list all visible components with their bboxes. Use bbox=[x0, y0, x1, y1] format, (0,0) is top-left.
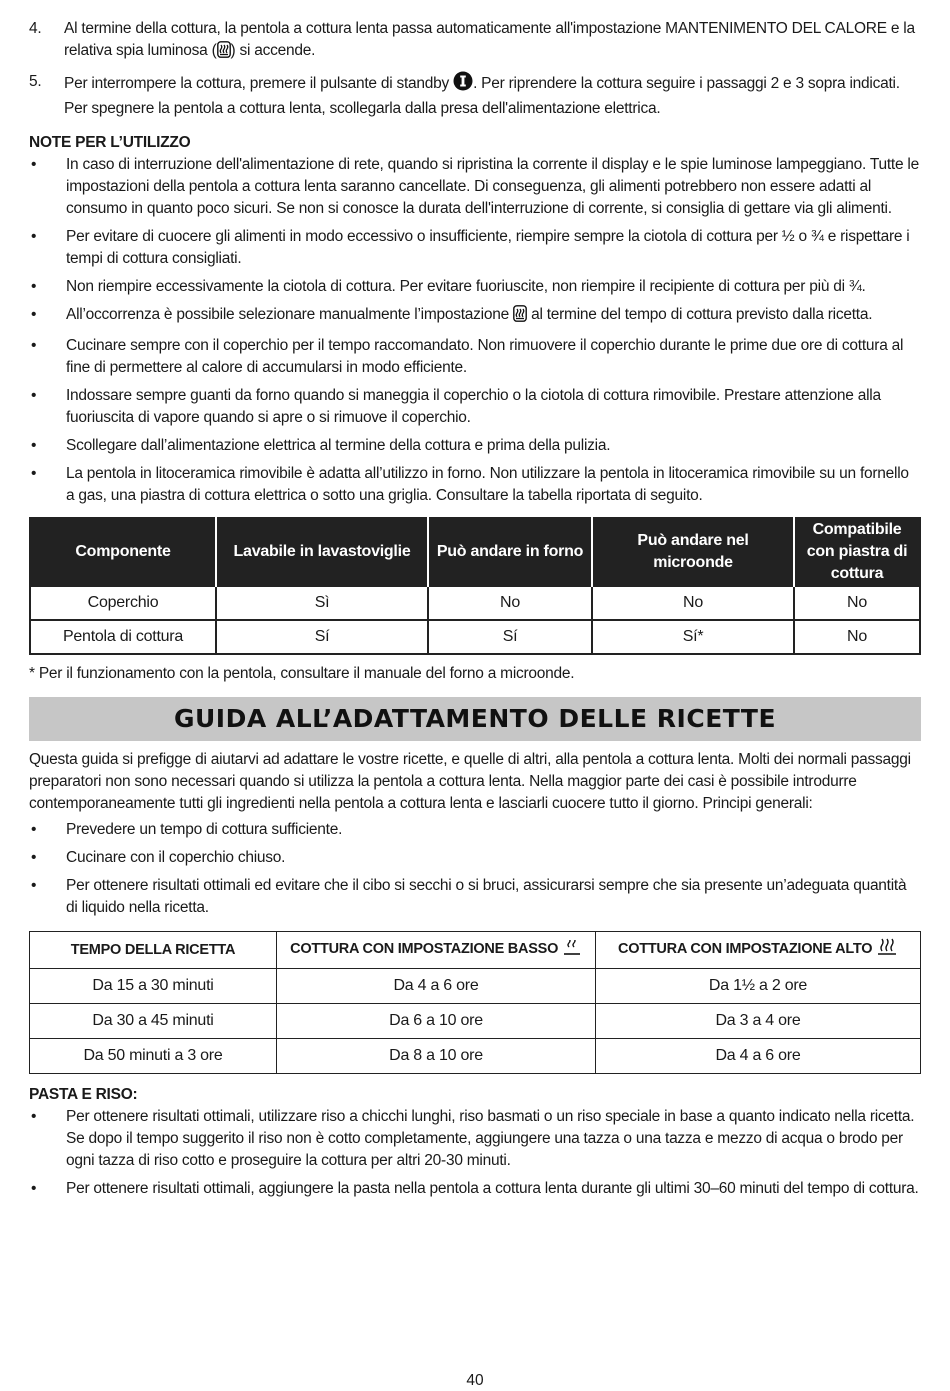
list-item bbox=[29, 435, 921, 457]
bullet: • bbox=[31, 1180, 37, 1197]
column-header-label: COTTURA CON IMPOSTAZIONE ALTO bbox=[617, 940, 873, 957]
table-cell: Sì bbox=[216, 586, 428, 620]
table-cell: Sí* bbox=[592, 620, 794, 654]
cooking-time-table bbox=[29, 931, 921, 1074]
table-header-row bbox=[30, 518, 920, 586]
bullet: • bbox=[31, 849, 37, 866]
manual-page bbox=[29, 18, 921, 1206]
list-item-text: Per evitare di cuocere gli alimenti in modo eccessivo o insufficiente, riempire sempre la ciotola di cottura per ½ o ¾ e rispettare i tempi di cottura consigliati. bbox=[66, 228, 910, 267]
step-number: 5. bbox=[29, 73, 42, 90]
table-cell: Da 3 a 4 ore bbox=[596, 1004, 921, 1039]
step-text-part: . Per riprendere la cottura seguire i passaggi 2 e 3 sopra indicati. Per spegnere la pentola a cottura lenta, scollegarla dalla presa dell'alimentazione elettrica. bbox=[64, 75, 900, 117]
list-item bbox=[29, 847, 921, 869]
list-item-text: La pentola in litoceramica rimovibile è adatta all’utilizzo in forno. Non utilizzare la pentola in litoceramica rimovibile su un fornello a gas, una piastra di cottura elettrica o sotto una griglia. Consultare la tabella riportata di seguito. bbox=[66, 465, 909, 504]
list-item bbox=[29, 385, 921, 429]
list-item-text bbox=[66, 304, 921, 329]
table-cell: Sí bbox=[428, 620, 592, 654]
table-row bbox=[30, 969, 921, 1004]
high-heat-icon bbox=[876, 938, 898, 963]
step-text bbox=[64, 71, 921, 120]
list-item-text: Per ottenere risultati ottimali, aggiungere la pasta nella pentola a cottura lenta durante gli ultimi 30–60 minuti del tempo di cottura. bbox=[66, 1180, 919, 1197]
table-cell: Pentola di cottura bbox=[30, 620, 216, 654]
bullet: • bbox=[31, 821, 37, 838]
list-item bbox=[29, 304, 921, 329]
table-row bbox=[30, 1039, 921, 1074]
step-text-part: Al termine della cottura, la pentola a cottura lenta passa automaticamente all'impostazione MANTENIMENTO DEL CALORE e la relativa spia luminosa ( bbox=[64, 20, 915, 59]
column-header: Compatibile con piastra di cottura bbox=[794, 518, 920, 586]
table-cell: Sí bbox=[216, 620, 428, 654]
column-header-label: TEMPO DELLA RICETTA bbox=[70, 942, 236, 958]
table-cell: Da 6 a 10 ore bbox=[277, 1004, 596, 1039]
table-cell: Da 4 a 6 ore bbox=[596, 1039, 921, 1074]
table-row bbox=[30, 586, 920, 620]
table-cell: No bbox=[794, 620, 920, 654]
section-title-banner: GUIDA ALL’ADATTAMENTO DELLE RICETTE bbox=[29, 697, 921, 741]
list-item bbox=[29, 463, 921, 507]
column-header-label: COTTURA CON IMPOSTAZIONE BASSO bbox=[290, 940, 559, 957]
step-text-part: Per interrompere la cottura, premere il pulsante di standby bbox=[64, 75, 454, 92]
column-header bbox=[30, 932, 277, 969]
column-header: Può andare in forno bbox=[428, 518, 592, 586]
list-item-text: Per ottenere risultati ottimali ed evitare che il cibo si secchi o si bruci, assicurarsi sempre che sia presente un’adeguata quantità di liquido nella ricetta. bbox=[66, 877, 907, 916]
column-header: Può andare nel microonde bbox=[592, 518, 794, 586]
table-cell: Da 30 a 45 minuti bbox=[30, 1004, 277, 1039]
column-header bbox=[277, 932, 596, 969]
list-item bbox=[29, 154, 921, 220]
list-item-text: Indossare sempre guanti da forno quando si maneggia il coperchio o la ciotola di cottura rimovibile. Prestare attenzione alla fuoriuscita di vapore quando si apre o si rimuove il coperchio. bbox=[66, 387, 881, 426]
list-item-text: Cucinare sempre con il coperchio per il tempo raccomandato. Non rimuovere il coperchio durante le prime due ore di cottura al fine di permettere al calore di accumularsi in modo efficiente. bbox=[66, 337, 904, 376]
step-number: 4. bbox=[29, 20, 42, 37]
table-cell: Da 4 a 6 ore bbox=[277, 969, 596, 1004]
list-item-text: Prevedere un tempo di cottura sufficiente. bbox=[66, 821, 343, 838]
table-row bbox=[30, 620, 920, 654]
bullet: • bbox=[31, 337, 37, 354]
bullet: • bbox=[31, 465, 37, 482]
list-item-text-part: al termine del tempo di cottura previsto dalla ricetta. bbox=[527, 306, 873, 323]
page-number: 40 bbox=[466, 1372, 484, 1389]
list-item bbox=[29, 819, 921, 841]
list-item-text: Cucinare con il coperchio chiuso. bbox=[66, 849, 286, 866]
list-item bbox=[29, 875, 921, 919]
bullet: • bbox=[31, 387, 37, 404]
list-item-text: Scollegare dall’alimentazione elettrica al termine della cottura e prima della pulizia. bbox=[66, 437, 611, 454]
list-item bbox=[29, 276, 921, 298]
table-cell: Da 50 minuti a 3 ore bbox=[30, 1039, 277, 1074]
step-item bbox=[29, 71, 921, 120]
bullet: • bbox=[31, 278, 37, 295]
keep-warm-icon bbox=[513, 305, 527, 329]
bullet: • bbox=[31, 306, 37, 323]
bullet: • bbox=[31, 228, 37, 245]
table-row bbox=[30, 1004, 921, 1039]
list-item-text: In caso di interruzione dell'alimentazione di rete, quando si ripristina la corrente il display e le spie luminose lampeggiano. Tutte le impostazioni della pentola a cottura lenta saranno cancellate. Di conseguenza, gli alimenti potrebbero non essere adatti al consumo in quanto poco sicuri. Se non si conosce la durata dell'interruzione di corrente, si consiglia di gettare via gli alimenti. bbox=[66, 156, 919, 217]
list-item bbox=[29, 335, 921, 379]
table-header-row bbox=[30, 932, 921, 969]
list-item bbox=[29, 1178, 921, 1200]
table-cell: Da 15 a 30 minuti bbox=[30, 969, 277, 1004]
standby-icon bbox=[453, 71, 473, 98]
step-text bbox=[64, 18, 921, 65]
keep-warm-icon bbox=[217, 41, 231, 65]
pasta-heading: PASTA E RISO: bbox=[29, 1086, 138, 1103]
step-item bbox=[29, 18, 921, 65]
bullet: • bbox=[31, 437, 37, 454]
table-cell: No bbox=[592, 586, 794, 620]
list-item bbox=[29, 1106, 921, 1172]
column-header: Lavabile in lavastoviglie bbox=[216, 518, 428, 586]
table-cell: Da 1½ a 2 ore bbox=[596, 969, 921, 1004]
list-item-text: Per ottenere risultati ottimali, utilizzare riso a chicchi lunghi, riso basmati o un riso speciale in base a quanto indicato nella ricetta. Se dopo il tempo suggerito il riso non è cotto completamente, aggiungere una tazza o una tazza e mezzo di acqua o brodo per ogni tazza di riso cotto e proseguire la cottura per altri 20-30 minuti. bbox=[66, 1108, 915, 1169]
table-cell: Da 8 a 10 ore bbox=[277, 1039, 596, 1074]
compatibility-table bbox=[29, 517, 921, 655]
low-heat-icon bbox=[562, 940, 582, 963]
notes-heading: NOTE PER L’UTILIZZO bbox=[29, 134, 191, 151]
bullet: • bbox=[31, 1108, 37, 1125]
bullet: • bbox=[31, 156, 37, 173]
table-cell: No bbox=[428, 586, 592, 620]
table-footnote: * Per il funzionamento con la pentola, consultare il manuale del forno a microonde. bbox=[29, 665, 575, 682]
column-header bbox=[596, 932, 921, 969]
bullet: • bbox=[31, 877, 37, 894]
guide-intro: Questa guida si prefigge di aiutarvi ad adattare le vostre ricette, e quelle di altri, alla pentola a cottura lenta. Molti dei normali passaggi preparatori non sono necessari quando si utilizza la pentola a cottura lenta. Nella maggior parte dei casi è possibile introdurre contemporaneamente tutti gli ingredienti nella pentola a cottura lenta e lasciarli cuocere tutto il giorno. Principi generali: bbox=[29, 751, 911, 812]
list-item bbox=[29, 226, 921, 270]
table-cell: Coperchio bbox=[30, 586, 216, 620]
table-cell: No bbox=[794, 586, 920, 620]
list-item-text: Non riempire eccessivamente la ciotola di cottura. Per evitare fuoriuscite, non riempire il recipiente di cottura per più di ¾. bbox=[66, 278, 866, 295]
step-text-part: ) si accende. bbox=[230, 42, 316, 59]
list-item-text-part: All’occorrenza è possibile selezionare manualmente l’impostazione bbox=[66, 306, 514, 323]
column-header: Componente bbox=[30, 518, 216, 586]
